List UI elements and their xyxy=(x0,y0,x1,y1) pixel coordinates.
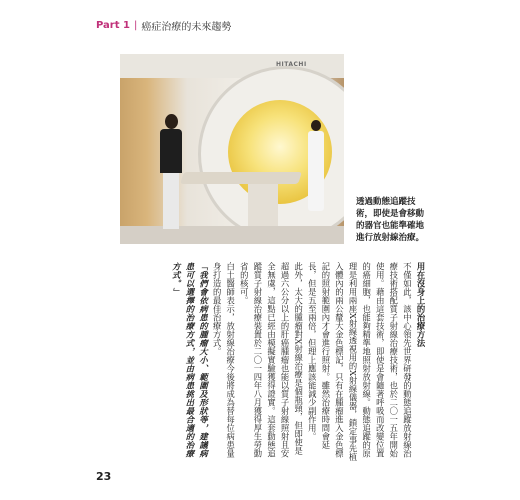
article-body xyxy=(169,262,427,462)
doctor-quote: 「我們會依病患的腫瘤大小、範圍及形狀等，建議病患可以選擇的治療方式，並由病患挑出最合適的治療方式。」 xyxy=(171,262,209,458)
part-label: Part 1 xyxy=(96,20,130,31)
header-separator: | xyxy=(133,20,138,31)
staff-person-right xyxy=(308,120,324,216)
paragraph-3: 白土醫師表示，放射線治療今後將成為替每位病患量身打造的最佳治療方式。 xyxy=(212,262,236,458)
chapter-title: 癌症治療的未來趨勢 xyxy=(141,22,232,33)
radiotherapy-room-photo xyxy=(120,54,344,244)
couch-pedestal xyxy=(248,184,278,230)
treatment-couch xyxy=(180,172,302,184)
hitachi-logo: HITACHI xyxy=(276,61,307,68)
floor xyxy=(120,226,344,244)
running-header xyxy=(96,18,231,33)
section-heading: 用在沒身上的治療方法 xyxy=(416,262,426,347)
page-number: 23 xyxy=(96,470,112,483)
photo-caption: 透過動態追蹤技術，即使是會移動的器官也能準確地進行放射線治療。 xyxy=(356,197,425,243)
paragraph-1: 不僅如此，該中心領先世界研發的動態追蹤放射線治療技術搭配質子射線治療技術，也於二〇一五年開始使用。藉由這套技術，即使是會隨著呼吸而改變位置的癌細胞，也能夠精準地照射放射線。動態追蹤的原理是利用兩座X射線透視用的X射線儀器，鎖定事先植入體內的兩公釐大金色標記，只有在腫瘤進入金色標記的照射範圍內才會進行照射。雖然治療時間會延長，但是五至兩倍，但理上應該能減少副作用。 xyxy=(307,262,413,462)
paragraph-2: 此外，太大的腫瘤對X射線治療是個瓶頸，但即使是超過六公分以上的肝癌腫瘤也能以質子射線照射且安全無虞，這點已經由模擬實驗獲得證實。這套動態追蹤質子射線治療裝置於二〇一四年八月獲得厚生勞動省的核可。 xyxy=(239,262,304,458)
staff-person-left xyxy=(158,114,184,232)
